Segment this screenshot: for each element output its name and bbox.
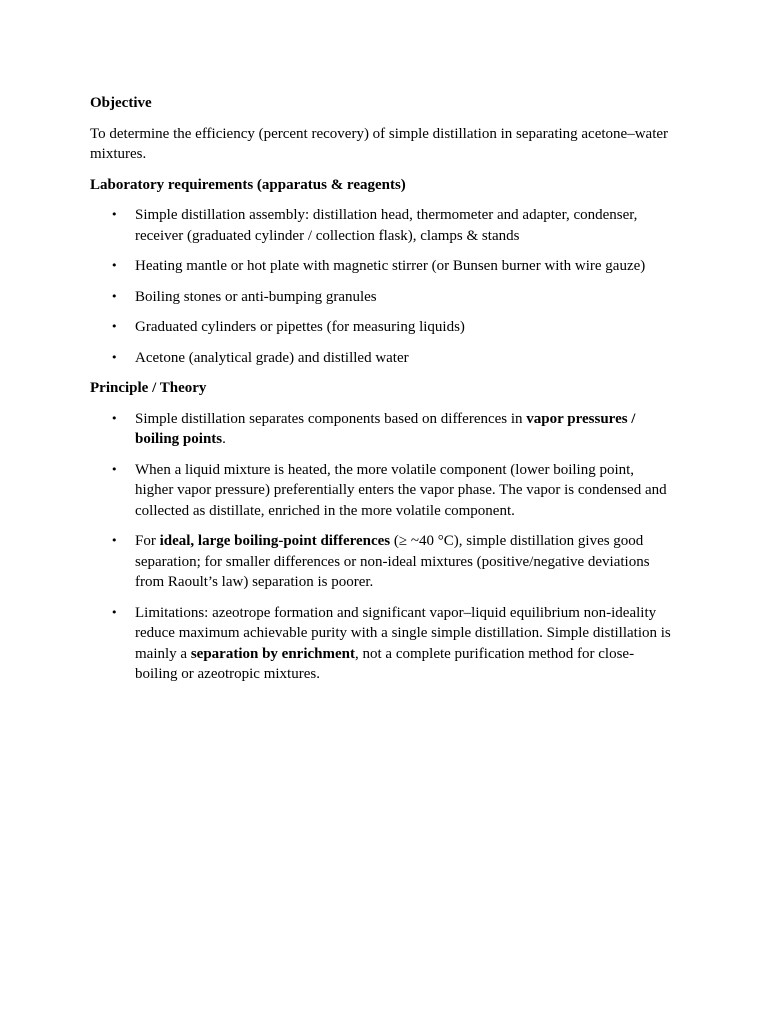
- text-run: , not a complete purification method for close-boiling or azeotropic mixtures.: [135, 645, 635, 682]
- bold-text: vapor pressures / boiling points: [135, 410, 636, 447]
- list-item: [90, 460, 675, 522]
- theory-heading: Principle / Theory: [90, 380, 207, 396]
- requirements-list: [90, 205, 678, 368]
- objective-text: To determine the efficiency (percent recovery) of simple distillation in separating acetone–water mixtures.: [90, 125, 669, 162]
- theory-list: [90, 409, 678, 685]
- list-item: [90, 531, 675, 593]
- bullet-icon: •: [111, 462, 118, 476]
- list-item: [90, 348, 675, 369]
- list-item: [90, 603, 675, 685]
- bullet-icon: •: [111, 208, 118, 221]
- list-item: [90, 317, 675, 338]
- list-item-text: Graduated cylinders or pipettes (for measuring liquids): [135, 319, 465, 335]
- bullet-icon: •: [111, 411, 118, 425]
- list-item-text: Boiling stones or anti-bumping granules: [135, 288, 377, 305]
- bullet-icon: •: [111, 605, 118, 619]
- bullet-icon: •: [111, 534, 118, 547]
- text-run: .: [222, 431, 226, 447]
- list-item-text: Simple distillation assembly: distillation head, thermometer and adapter, condenser, receiver (graduated cylinder / collection flask), clamps & stands: [135, 207, 638, 244]
- text-run: Limitations: azeotrope formation and significant vapor–liquid equilibrium non-ideality reduce maximum achievable purity with a single simple distillation. Simple distillation is mainly a: [135, 604, 671, 662]
- bullet-icon: •: [111, 289, 118, 303]
- list-item-text: When a liquid mixture is heated, the more volatile component (lower boiling point, higher vapor pressure) preferentially enters the vapor phase. The vapor is condensed and collected as distillate, enriched in the more volatile component.: [135, 461, 667, 519]
- requirements-heading: Laboratory requirements (apparatus & reagents): [90, 176, 406, 193]
- text-run: (≥ ~40 °C), simple distillation gives good separation; for smaller differences or non-ideal mixtures (positive/negative deviations from Raoult’s law) separation is poorer.: [135, 533, 650, 590]
- list-item-text: [135, 533, 650, 590]
- list-item: [90, 205, 675, 246]
- bullet-icon: •: [111, 350, 118, 364]
- list-item-text: [135, 411, 635, 448]
- bullet-icon: •: [111, 259, 118, 272]
- list-item: [90, 409, 675, 450]
- list-item-text: Acetone (analytical grade) and distilled water: [135, 349, 409, 366]
- list-item: [90, 287, 675, 308]
- text-run: Simple distillation separates components based on differences in: [135, 410, 527, 427]
- list-item: [90, 256, 675, 277]
- objective-heading: Objective: [90, 95, 152, 111]
- list-item-text: [135, 605, 671, 683]
- list-item-text: Heating mantle or hot plate with magnetic stirrer (or Bunsen burner with wire gauze): [135, 258, 646, 274]
- bold-text: separation by enrichment: [190, 645, 355, 662]
- bold-text: ideal, large boiling-point differences: [159, 533, 391, 549]
- bullet-icon: •: [111, 320, 118, 333]
- text-run: For: [135, 533, 160, 549]
